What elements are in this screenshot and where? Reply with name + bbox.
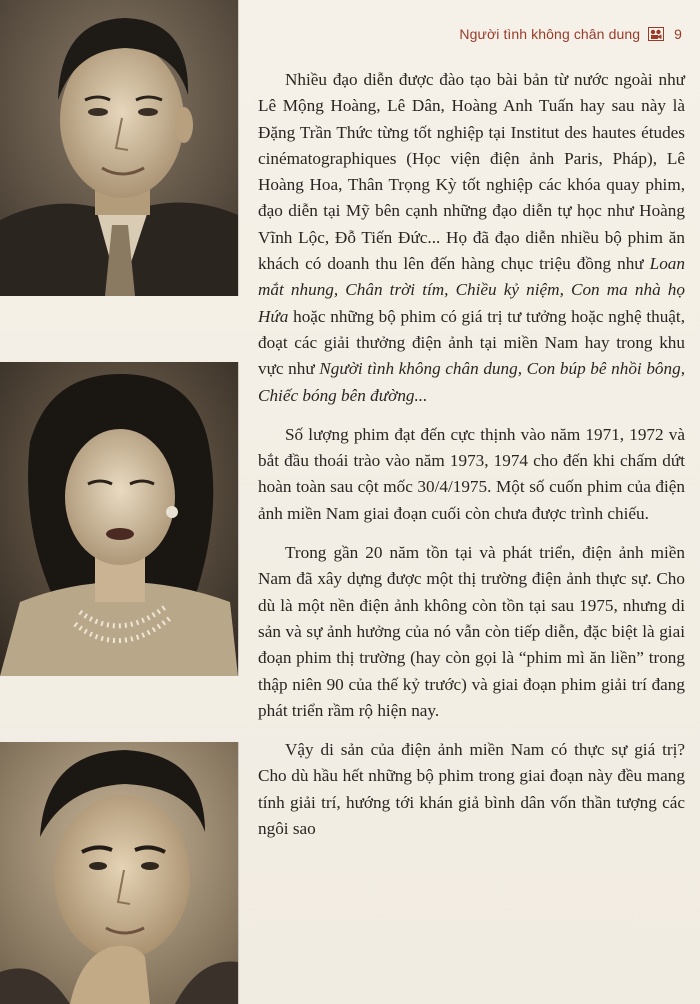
body-text [258,67,685,855]
paragraph-1-text-a: Nhiều đạo diễn được đào tạo bài bản từ nước ngoài như Lê Mộng Hoàng, Lê Dân, Hoàng Anh Tuấn hay sau này là Đặng Trần Thức từng tốt nghiệp tại Institut des hautes études cinématographiques (Học viện điện ảnh Paris, Pháp), Lê Hoàng Hoa, Thân Trọng Kỳ tốt nghiệp các khóa quay phim, đạo diễn tại Mỹ bên cạnh những đạo diễn tự học như Hoàng Vĩnh Lộc, Đỗ Tiến Đức... Họ đã đạo diễn nhiều bộ phim ăn khách có doanh thu lên đến hàng chục triệu đồng như [258,70,685,274]
running-header [459,26,682,42]
paragraph-1-text-c: hoặc những bộ phim có giá trị tư tưởng hoặc nghệ thuật, đoạt các giải thưởng điện ảnh tại miền Nam hay trong khu vực như [258,306,685,379]
film-titles-1: Loan mắt nhung, Chân trời tím, Chiều kỷ niệm, Con ma nhà họ Hứa [258,254,685,326]
running-title: Người tình không chân dung [459,26,641,42]
paragraph-1 [258,67,685,409]
paragraph-3: Trong gần 20 năm tồn tại và phát triển, điện ảnh miền Nam đã xây dựng được một thị trường điện ảnh thực sự. Cho dù là một nền điện ảnh không còn tồn tại sau 1975, nhưng di sản và sự ảnh hưởng của nó vẫn còn tiếp diễn, đặc biệt là giai đoạn phim thị trường (hay còn gọi là “phim mì ăn liền” trong thập niên 90 của thế kỷ trước) và giai đoạn phim giải trí đang phát triển rầm rộ hiện nay. [258,543,685,720]
portrait-photo-woman [0,362,238,676]
film-titles-2: Người tình không chân dung, Con búp bê nhồi bông, Chiếc bóng bên đường... [258,359,685,405]
page-number: 9 [674,26,682,42]
portrait-photo-man-top [0,0,238,296]
portrait-photo-man-bottom [0,742,238,1004]
paragraph-4: Vậy di sản của điện ảnh miền Nam có thực sự giá trị? Cho dù hầu hết những bộ phim trong giai đoạn này đều mang tính giải trí, hướng tới khán giả bình dân vốn thần tượng các ngôi sao [258,740,685,839]
paragraph-2: Số lượng phim đạt đến cực thịnh vào năm 1971, 1972 và bắt đầu thoái trào vào năm 1973, 1974 cho đến khi chấm dứt hoàn toàn sau cột mốc 30/4/1975. Một số cuốn phim của điện ảnh miền Nam giai đoạn cuối còn chưa được trình chiếu. [258,424,685,523]
film-camera-icon [648,27,664,41]
